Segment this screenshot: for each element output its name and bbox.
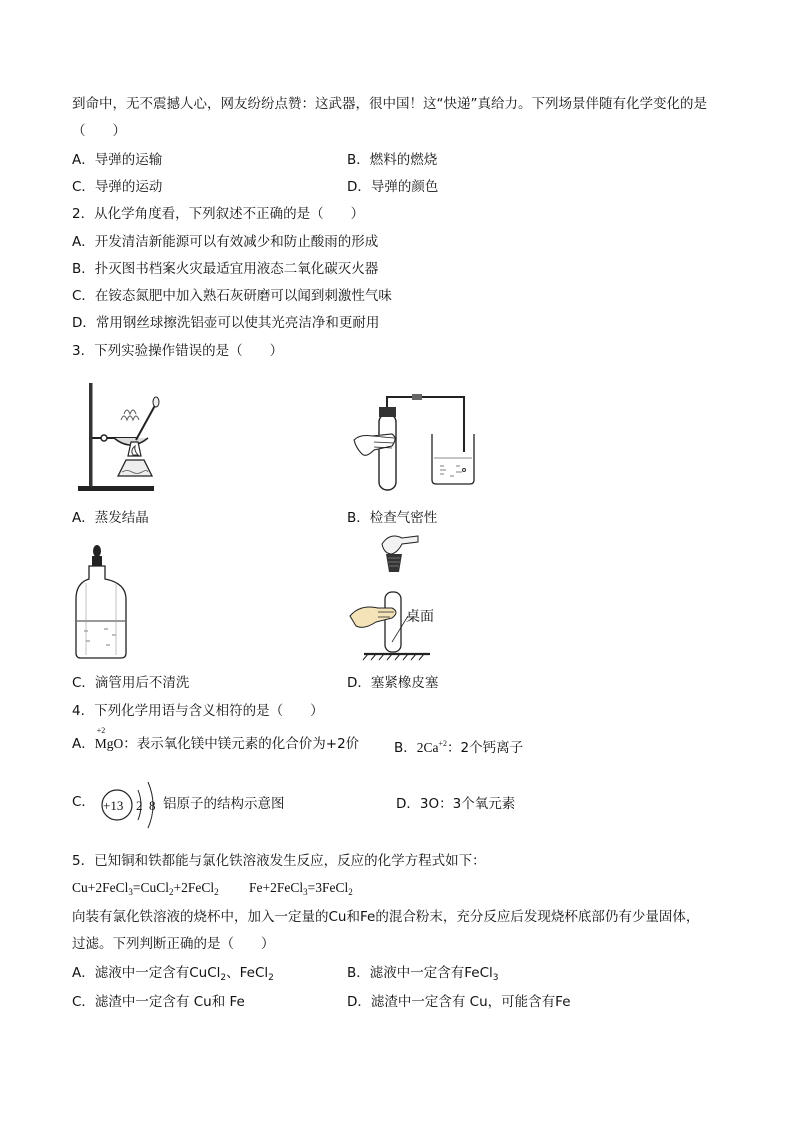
q4-option-b-meaning: ：2个钙离子 xyxy=(447,740,524,756)
mg-symbol: Mg xyxy=(94,736,114,751)
eq2-part-a: Fe+2FeCl xyxy=(249,880,304,895)
eq2-part-b: =3FeCl xyxy=(307,880,349,895)
equation-1 xyxy=(72,879,219,901)
q5-body-line2: 过滤。下列判断正确的是（ ） xyxy=(72,936,275,952)
q4-option-a-prefix: A． xyxy=(72,736,95,752)
q4-option-a-meaning: ：表示氧化镁中镁元素的化合价为+2价 xyxy=(123,736,360,752)
q5-option-b-text: B．滤液中一定含有FeCl xyxy=(347,965,493,981)
eq1-part-c: +2FeCl xyxy=(173,880,215,895)
q1-option-b: B．燃料的燃烧 xyxy=(347,152,438,168)
q5-option-c: C．滤渣中一定含有 Cu和 Fe xyxy=(72,994,245,1010)
airtightness-check-figure xyxy=(352,392,477,492)
q1-stem-line2: （ ） xyxy=(72,123,126,139)
dropper-bottle-figure xyxy=(76,543,130,661)
q4-option-a xyxy=(72,726,360,753)
eq1-sub-b: 2 xyxy=(169,887,174,897)
q5-option-a-mid: 、FeCl xyxy=(226,965,269,981)
q1-option-a: A．导弹的运输 xyxy=(72,152,163,168)
shell2-electrons-label: 8 xyxy=(149,798,156,813)
q5-option-d: D．滤渣中一定含有 Cu，可能含有Fe xyxy=(347,994,571,1010)
q5-stem: 5．已知铜和铁都能与氯化铁溶液发生反应，反应的化学方程式如下： xyxy=(72,853,486,869)
q5-option-a-text: A．滤液中一定含有CuCl xyxy=(72,965,221,981)
q2-option-d: D．常用钢丝球擦洗铝壶可以使其光亮洁净和更耐用 xyxy=(72,315,380,331)
q5-body-line1: 向装有氯化铁溶液的烧杯中，加入一定量的Cu和Fe的混合粉末，充分反应后发现烧杯底部仍有少量固体， xyxy=(72,909,700,925)
q2-stem: 2．从化学角度看，下列叙述不正确的是（ ） xyxy=(72,206,365,222)
evaporation-apparatus-figure xyxy=(76,378,166,493)
eq1-sub-c: 2 xyxy=(214,887,219,897)
q1-option-d: D．导弹的颜色 xyxy=(347,179,439,195)
q5-option-b xyxy=(347,964,499,987)
oxidation-state-label: +2 xyxy=(96,726,106,735)
q1-stem-line1: 到命中，无不震撼人心，网友纷纷点赞：这武器，很中国！这“快递”真给力。下列场景伴随有化学变化的是 xyxy=(72,96,707,112)
rubber-stopper-figure xyxy=(350,532,432,660)
q3-option-c: C．滴管用后不清洗 xyxy=(72,675,190,691)
q2-option-a: A．开发清洁新能源可以有效减少和防止酸雨的形成 xyxy=(72,234,379,250)
q4-option-b-prefix: B． xyxy=(394,740,417,756)
q4-stem: 4．下列化学用语与含义相符的是（ ） xyxy=(72,703,324,719)
table-surface-label: 桌面 xyxy=(406,609,434,625)
eq2-sub-a: 3 xyxy=(303,887,308,897)
q4-option-c-meaning: 铝原子的结构示意图 xyxy=(163,796,285,812)
o-symbol: O xyxy=(113,736,124,751)
nucleus-charge-label: +13 xyxy=(103,798,124,813)
q4-option-b xyxy=(394,735,523,757)
eq1-part-a: Cu+2FeCl xyxy=(72,880,129,895)
shell1-electrons-label: 2 xyxy=(136,798,143,813)
mgo-formula xyxy=(94,726,124,753)
q5-option-b-sub1: 3 xyxy=(492,973,499,983)
q4-option-c-prefix: C． xyxy=(72,794,95,810)
ca-ion-charge: +2 xyxy=(438,739,448,748)
q2-option-b: B．扑灭图书档案火灾最适宜用液态二氧化碳灭火器 xyxy=(72,261,379,277)
q3-stem: 3．下列实验操作错误的是（ ） xyxy=(72,343,284,359)
q5-option-a xyxy=(72,964,274,987)
q1-option-c: C．导弹的运动 xyxy=(72,179,163,195)
q5-option-a-sub2: 2 xyxy=(268,973,274,983)
eq1-part-b: =CuCl xyxy=(132,880,169,895)
q3-option-d: D．塞紧橡皮塞 xyxy=(347,675,439,691)
q3-option-b: B．检查气密性 xyxy=(347,510,438,526)
q4-option-d: D．3O：3个氧元素 xyxy=(396,796,516,812)
eq2-sub-b: 2 xyxy=(348,887,353,897)
q3-option-a: A．蒸发结晶 xyxy=(72,510,149,526)
equation-2 xyxy=(249,879,353,901)
q2-option-c: C．在铵态氮肥中加入熟石灰研磨可以闻到刺激性气味 xyxy=(72,288,392,304)
ca-ion-formula: 2Ca xyxy=(416,740,439,755)
q5-option-a-sub1: 2 xyxy=(220,973,227,983)
eq1-sub-a: 3 xyxy=(128,887,133,897)
